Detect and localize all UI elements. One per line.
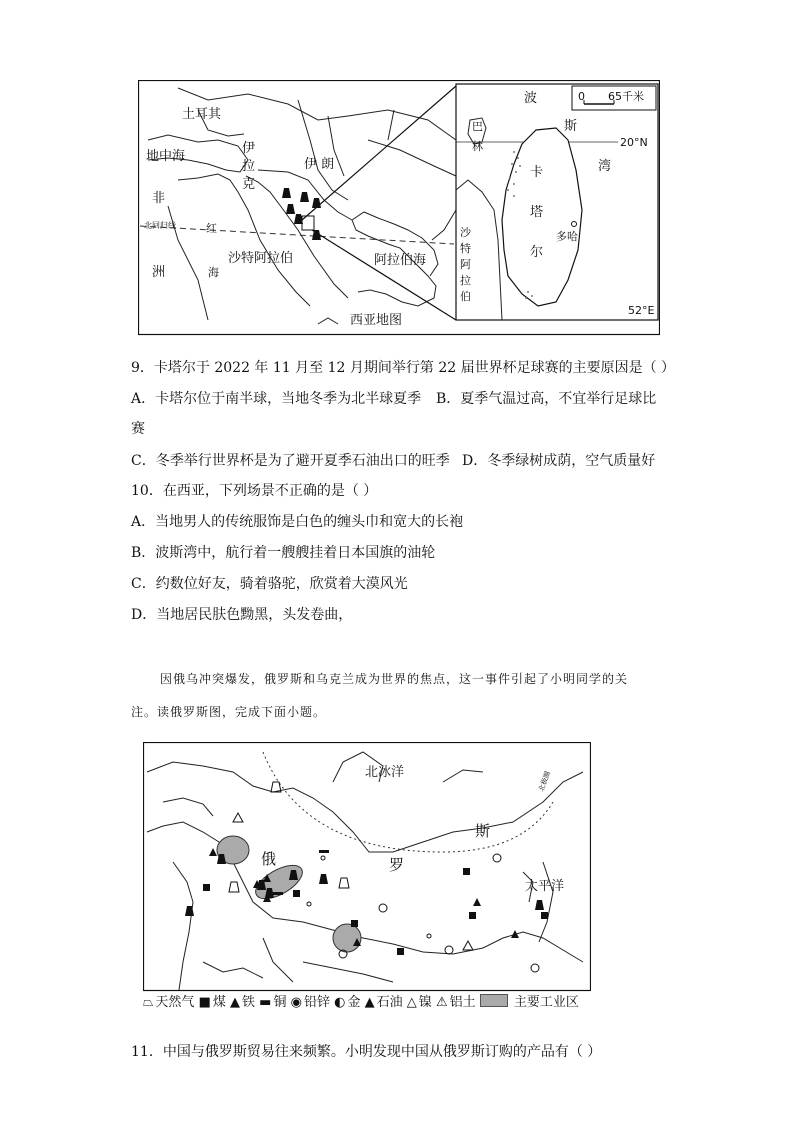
label-qatar-2: 塔 — [530, 205, 544, 220]
q10-option-b[interactable]: B．波斯湾中，航行着一艘艘挂着日本国旗的油轮 — [131, 545, 436, 561]
label-arctic-circle: 北极圈 — [537, 770, 553, 793]
label-arctic-ocean: 北冰洋 — [365, 765, 405, 780]
legend-gas-icon: ⏢ — [143, 995, 154, 1010]
label-africa-1: 非 — [152, 191, 166, 206]
label-52e: 52°E — [628, 304, 655, 317]
intro-line-2: 注。读俄罗斯图，完成下面小题。 — [131, 705, 327, 719]
label-bahrain-1: 巴 — [472, 120, 483, 133]
label-gulf-1: 波 — [524, 91, 538, 106]
label-doha: 多哈 — [556, 230, 578, 243]
q10-option-c[interactable]: C．约数位好友，骑着骆驼，欣赏着大漠风光 — [131, 576, 408, 592]
russia-map-legend — [143, 991, 579, 1010]
legend-copper-icon: ▬ — [259, 995, 272, 1010]
legend-nickel-icon: △ — [406, 995, 417, 1010]
legend-oil-icon: ▲ — [364, 995, 375, 1010]
q10-option-d[interactable]: D．当地居民肤色黝黑，头发卷曲， — [131, 607, 353, 623]
label-qatar-1: 卡 — [530, 165, 544, 180]
west-asia-map-figure — [138, 80, 660, 336]
q9-option-b[interactable]: B．夏季气温过高，不宜举行足球比 — [436, 391, 657, 407]
legend-nickel: 镍 — [418, 995, 432, 1010]
label-mediterranean: 地中海 — [146, 149, 186, 164]
label-russia-e: 俄 — [261, 850, 277, 868]
label-turkey: 土耳其 — [182, 107, 222, 122]
legend-oil: 石油 — [376, 995, 403, 1010]
label-red-sea-2: 海 — [208, 266, 219, 279]
q10-stem: 10．在西亚，下列场景不正确的是（ ） — [131, 483, 378, 499]
russia-map-figure — [143, 742, 591, 992]
label-africa-2: 洲 — [152, 265, 166, 280]
q9-option-d[interactable]: D．冬季绿树成荫，空气质量好 — [462, 453, 656, 469]
legend-industrial: 主要工业区 — [513, 995, 579, 1010]
legend-leadzinc-icon: ◉ — [290, 995, 302, 1010]
doha-marker — [572, 222, 577, 227]
legend-gold-icon: ◐ — [334, 995, 346, 1010]
label-saudi-v2: 特 — [460, 242, 471, 255]
legend-bauxite: 铝土 — [449, 995, 476, 1010]
q9-option-c[interactable]: C．冬季举行世界杯是为了避开夏季石油出口的旺季 — [131, 453, 450, 469]
label-saudi-v5: 伯 — [460, 290, 471, 303]
label-arabian-sea: 阿拉伯海 — [374, 253, 427, 268]
label-pacific: 太平洋 — [525, 879, 565, 894]
label-qatar-3: 尔 — [530, 245, 544, 260]
label-saudi-v4: 拉 — [460, 274, 471, 287]
scale-distance: 65千米 — [608, 90, 644, 103]
label-20n: 20°N — [620, 136, 648, 149]
label-gulf-3: 湾 — [598, 159, 612, 174]
label-tropic: 北回归线 — [144, 221, 176, 230]
q9-option-a[interactable]: A．卡塔尔位于南半球，当地冬季为北半球夏季 — [131, 391, 422, 407]
legend-iron-icon: ▲ — [230, 995, 241, 1010]
legend-coal: 煤 — [212, 995, 226, 1010]
label-saudi-v3: 阿 — [460, 258, 471, 271]
label-russia-luo: 罗 — [389, 856, 405, 874]
q9-option-b-cont: 赛 — [131, 421, 145, 437]
legend-coal-icon: ■ — [198, 995, 211, 1010]
legend-gas: 天然气 — [155, 995, 195, 1010]
intro-line-1: 因俄乌冲突爆发，俄罗斯和乌克兰成为世界的焦点，这一事件引起了小明同学的关 — [160, 672, 629, 686]
label-russia-si: 斯 — [475, 822, 491, 840]
label-iraq-3: 克 — [242, 177, 256, 192]
label-iraq-1: 伊 — [242, 141, 256, 156]
label-iran: 伊 朗 — [304, 157, 335, 172]
legend-gold: 金 — [347, 995, 361, 1010]
q10-option-a[interactable]: A．当地男人的传统服饰是白色的缠头巾和宽大的长袍 — [131, 514, 464, 530]
label-saudi-v1: 沙 — [460, 226, 471, 239]
label-red-sea-1: 红 — [206, 222, 217, 235]
legend-bauxite-icon: ⚠ — [435, 995, 448, 1010]
label-gulf-2: 斯 — [564, 119, 578, 134]
legend-industrial-swatch — [480, 994, 508, 1007]
label-saudi-arabia: 沙特阿拉伯 — [228, 251, 294, 266]
q11-stem: 11．中国与俄罗斯贸易往来频繁。小明发现中国从俄罗斯订购的产品有（ ） — [131, 1044, 602, 1060]
scale-zero: 0 — [578, 90, 585, 103]
legend-iron: 铁 — [242, 995, 256, 1010]
map1-title: 西亚地图 — [350, 313, 403, 328]
label-bahrain-2: 林 — [472, 140, 483, 153]
q9-stem: 9．卡塔尔于 2022 年 11 月至 12 月期间举行第 22 届世界杯足球赛的主要原因是（ ） — [131, 360, 676, 376]
legend-leadzinc: 铅锌 — [303, 995, 330, 1010]
legend-copper: 铜 — [273, 995, 287, 1010]
label-iraq-2: 拉 — [242, 159, 256, 174]
